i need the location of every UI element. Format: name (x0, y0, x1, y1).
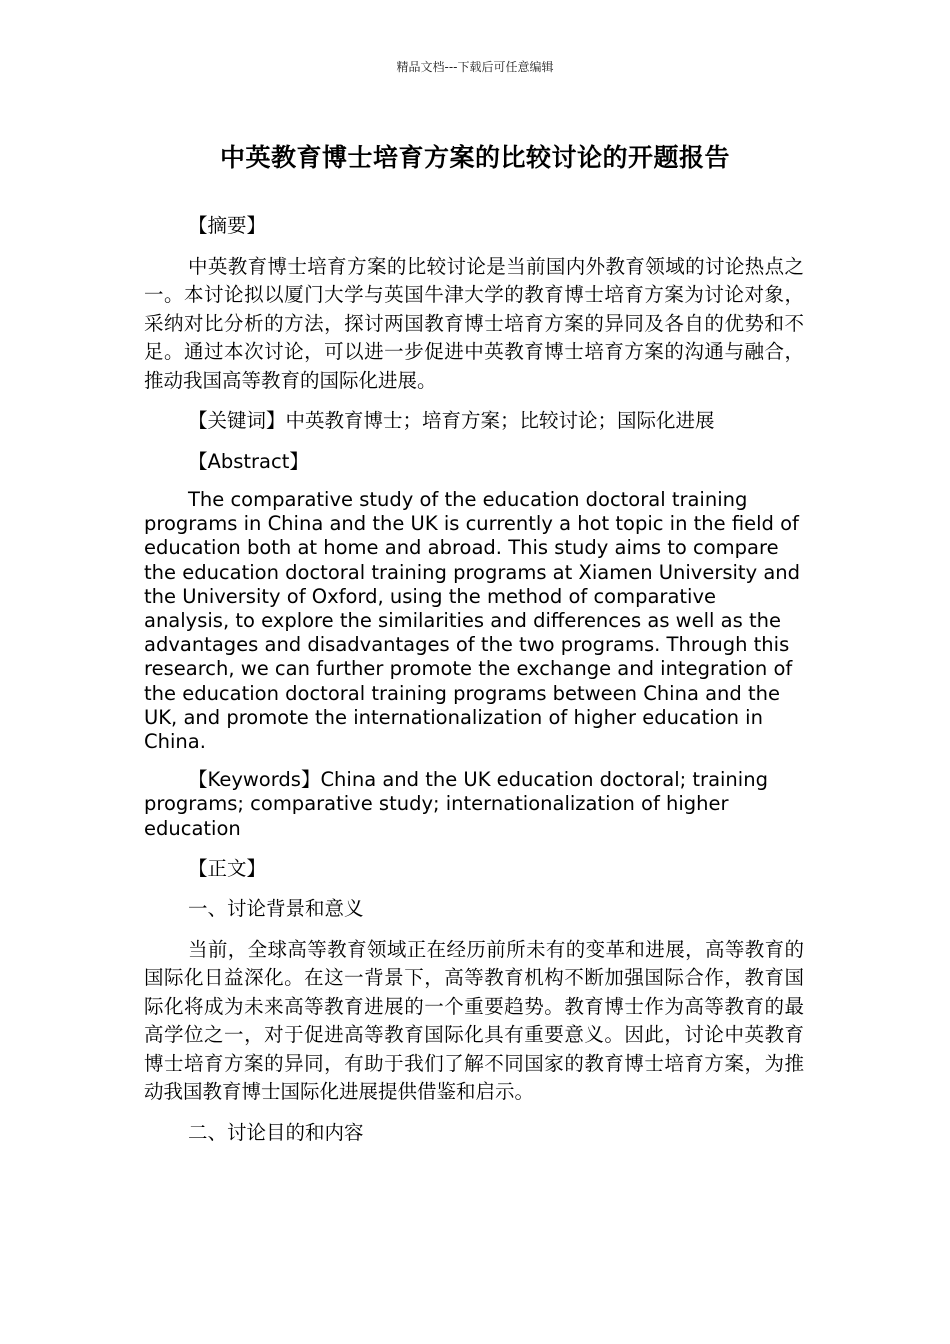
abstract-heading: 【摘要】 (188, 214, 267, 237)
keywords-cn: 【关键词】中英教育博士；培育方案；比较讨论；国际化进展 (188, 409, 715, 432)
section1-heading: 一、讨论背景和意义 (188, 897, 364, 921)
document-body (144, 212, 804, 1147)
abstract-text: 中英教育博士培育方案的比较讨论是当前国内外教育领域的讨论热点之一。本讨论拟以厦门大学与英国牛津大学的教育博士培育方案为讨论对象，采纳对比分析的方法，探讨两国教育博士培育方案的异同及各自的优势和不足。通过本次讨论，可以进一步促进中英教育博士培育方案的沟通与融合，推动我国高等教育的国际化进展。 (144, 254, 804, 392)
abstract-en-text: The comparative study of the education doctoral training programs in China and the UK is currently a hot topic in the field of education both at home and abroad. This study aims to compare the education doctoral training programs at Xiamen University and the University of Oxford, using the method of comparative analysis, to explore the similarities and differences as well as the advantages and disadvantages of the two programs. Through this research, we can further promote the exchange and integration of the education doctoral training programs between China and the UK, and promote the internationalization of higher education in China. (144, 488, 801, 754)
document-title: 中英教育博士培育方案的比较讨论的开题报告 (219, 143, 730, 172)
section2-heading: 二、讨论目的和内容 (188, 1120, 364, 1144)
header-note: 精品文档---下载后可任意编辑 (396, 60, 554, 74)
section1-text: 当前，全球高等教育领域正在经历前所未有的变革和进展，高等教育的国际化日益深化。在这一背景下，高等教育机构不断加强国际合作，教育国际化将成为未来高等教育进展的一个重要趋势。教育博士作为高等教育的最高学位之一，对于促进高等教育国际化具有重要意义。因此，讨论中英教育博士培育方案的异同，有助于我们了解不同国家的教育博士培育方案，为推动我国教育博士国际化进展提供借鉴和启示。 (144, 937, 804, 1104)
body-heading: 【正文】 (188, 856, 267, 880)
keywords-en: 【Keywords】China and the UK education doctoral; training programs; comparative study; internationalization of higher education (144, 768, 768, 840)
abstract-en-heading: 【Abstract】 (188, 449, 309, 473)
